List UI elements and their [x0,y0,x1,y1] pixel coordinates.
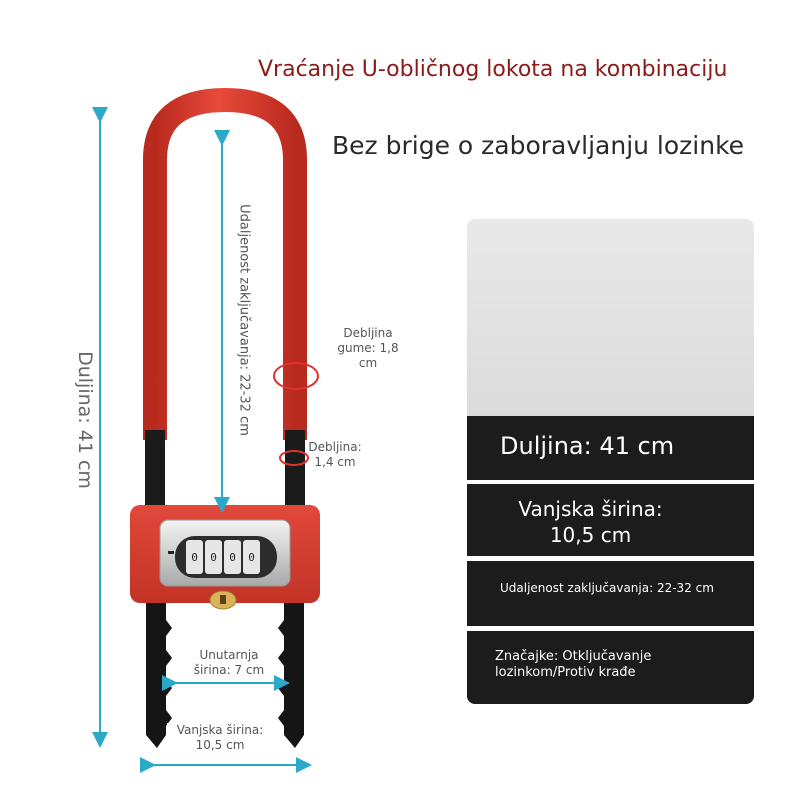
thickness-label: Debljina: 1,4 cm [308,440,362,469]
dial-digit: 0 [210,551,217,564]
spec-locking-distance: Udaljenost zaključavanja: 22-32 cm [467,561,754,626]
spec-length: Duljina: 41 cm [467,416,754,480]
dial-digit: 0 [191,551,198,564]
spec-features: Značajke: Otključavanje lozinkom/Protiv krađe [467,631,754,704]
dial-digit: 0 [248,551,255,564]
subline: Bez brige o zaboravljanju lozinke [332,131,745,160]
outer-width-label: Vanjska širina: 10,5 cm [167,723,273,753]
shackle [155,100,295,440]
leg-right [284,603,304,748]
dial-digit: 0 [229,551,236,564]
inner-width-label: Unutarnja širina: 7 cm [184,648,274,678]
leg-left [146,603,166,748]
headline: Vraćanje U-obličnog lokota na kombinaciju [258,57,728,82]
keys-panel [467,219,754,431]
rubber-thickness-label: Debljina gume: 1,8 cm [337,326,399,370]
shackle-steel-left [145,430,165,510]
spec-outer-width: Vanjska širina: 10,5 cm [467,484,754,556]
